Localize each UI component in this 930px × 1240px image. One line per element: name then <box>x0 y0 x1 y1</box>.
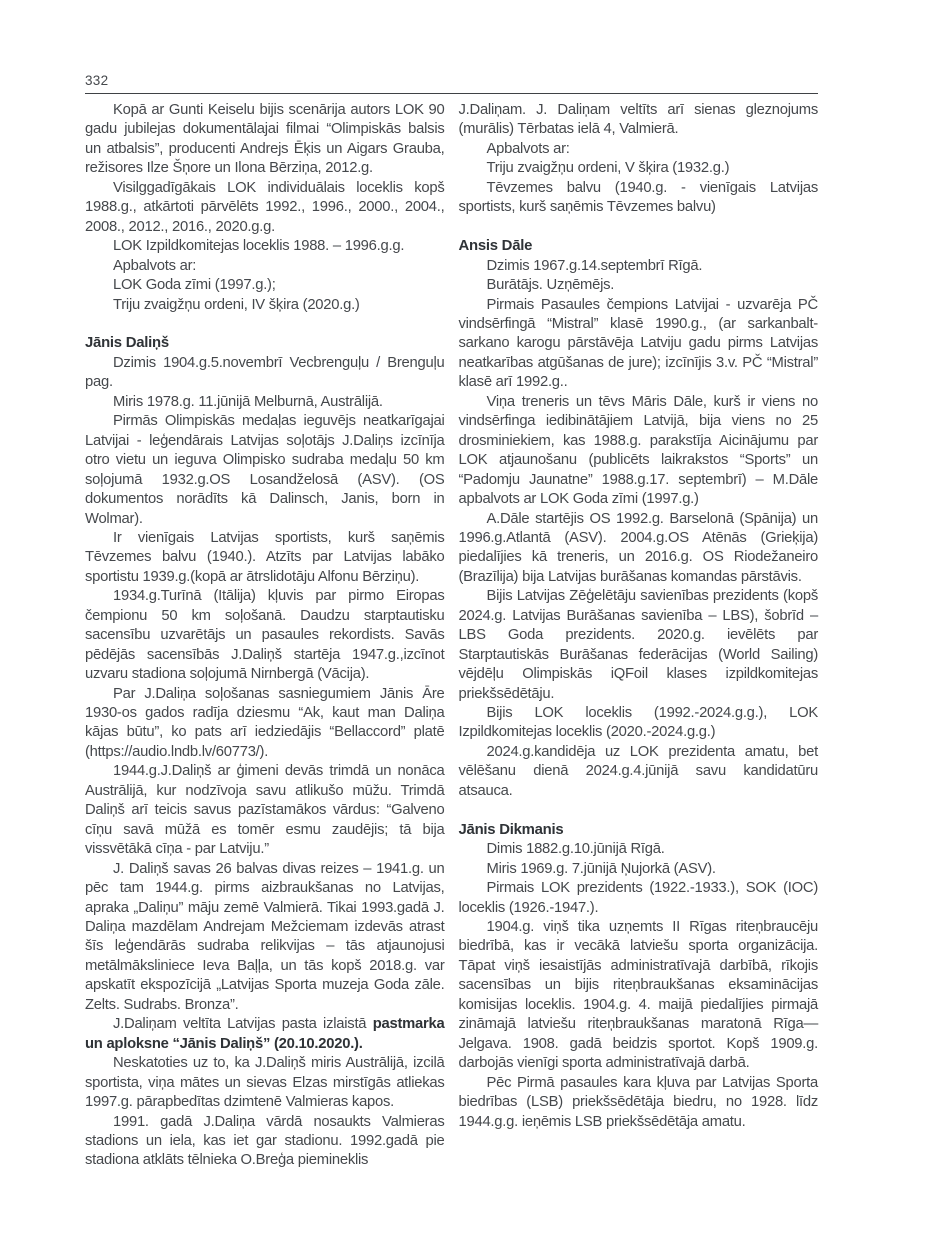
page-number: 332 <box>85 73 109 88</box>
header-rule <box>85 93 818 94</box>
text-run: J.Daliņam. J. Daliņam veltīts arī sienas gleznojums (murālis) Tērbatas ielā 4, Valmierā. <box>458 102 818 138</box>
paragraph <box>459 159 819 178</box>
paragraph <box>85 257 445 276</box>
text-run: Bijis LOK loceklis (1992.-2024.g.g.), LOK Izpildkomitejas loceklis (2020.-2024.g.g.) <box>458 705 818 741</box>
text-run: J. Daliņš savas 26 balvas divas reizes – 1941.g. un pēc tam 1944.g. pirms aizbraukšanas no Latvijas, apraka „Daliņu” māju zemē Valmierā. Tikai 1993.gadā J. Daliņa mazdēlam Andrejam Mežciemam izdevās atrast šīs leģendārās sudraba relikvijas – tās atjaunojusi metālmāksliniece Ieva Baļļa, un tās kopš 2018.g. var apskatīt ekspozīcijā „Latvijas Sporta muzeja Goda zāle. Zelts. Sudrabs. Bronza”. <box>85 860 445 1013</box>
text-run: Apbalvots ar: <box>113 257 197 274</box>
text-run: Ansis Dāle <box>458 238 533 255</box>
text-run: Triju zvaigžņu ordeni, V šķira (1932.g.) <box>486 160 730 177</box>
paragraph <box>85 237 445 256</box>
text-run: 1944.g.J.Daliņš ar ģimeni devās trimdā un nonāca Austrālijā, kur nodzīvoja savu atlikušo mūžu. Trimdā Daliņš arī teicis savus pazīstamākos vārdus: “Galveno cīņu savā mūžā es tomēr esmu zaudējis; tā bija vissvētākā cīņa - par Latviju.” <box>85 763 445 858</box>
text-run: 2024.g.kandidēja uz LOK prezidenta amatu, bet vēlēšanu dienā 2024.g.4.jūnijā savu kandidatūru atsauca. <box>458 743 818 799</box>
text-run: Dzimis 1904.g.5.novembrī Vecbrenguļu / Brenguļu pag. <box>85 354 445 391</box>
text-run: Miris 1978.g. 11.jūnijā Melburnā, Austrālijā. <box>113 393 383 410</box>
text-run: Jānis Dikmanis <box>458 821 564 838</box>
text-run: Dzimis 1967.g.14.septembrī Rīgā. <box>486 257 703 274</box>
text-run: Tēvzemes balvu (1940.g. - vienīgais Latvijas sportists, kurš saņēmis Tēvzemes balvu) <box>458 179 818 216</box>
book-page <box>85 0 818 1171</box>
text-run: Pēc Pirmā pasaules kara kļuva par Latvijas Sporta biedrības (LSB) priekšsēdētāja biedru, no 1928. līdz 1944.g.g. ieņēmis LSB priekšsēdētāja amatu. <box>458 1074 818 1130</box>
paragraph <box>85 1015 445 1054</box>
text-run: Par J.Daliņa soļošanas sasniegumiem Jānis Āre 1930-os gados radīja dziesmu “Ak, kaut man Daliņa kājas būtu”, ko pats arī iedziedājis “Bellaccord” platē (https://audio.lndb.lv/60773/). <box>85 685 445 760</box>
paragraph <box>85 685 445 763</box>
text-run: Bijis Latvijas Zēģelētāju savienības prezidents (kopš 2024.g. Latvijas Burāšanas savienība – LBS), šobrīd – LBS Goda prezidents. 2020.g. ievēlēts par Starptautiskās Burāšanas federācijas (World Sailing) vējdēļu Olimpiskās iQFoil klases izpildkomitejas priekšsēdētāju. <box>458 588 818 702</box>
paragraph <box>85 587 445 684</box>
paragraph <box>459 918 819 1074</box>
text-run: pastmarka un aploksne “Jānis Daliņš” (20.10.2020.). <box>85 1016 445 1052</box>
text-run: Burātājs. Uzņēmējs. <box>486 277 615 294</box>
text-run: Pirmais Pasaules čempions Latvijai - uzvarēja PČ vindsērfingā “Mistral” klasē 1990.g., (ar sarkanbalt-sarkano karogu pārstāvēja Latviju gadu pirms Latvijas neatkarības atgūšanas de jure); izcīnījis 3.v. PČ “Mistral” klasē arī 1992.g.. <box>458 296 818 391</box>
text-run: Neskatoties uz to, ka J.Daliņš miris Austrālijā, izcilā sportista, viņa mātes un sievas Elzas mirstīgās atliekas 1997.g. pārapbedītas dzimtenē Valmieras kapos. <box>85 1055 445 1111</box>
paragraph <box>459 840 819 859</box>
text-run: Miris 1969.g. 7.jūnijā Ņujorkā (ASV). <box>486 860 716 877</box>
text-run: Pirmais LOK prezidents (1922.-1933.), SOK (IOC) loceklis (1926.-1947.). <box>458 880 818 916</box>
column-left <box>85 101 445 1171</box>
paragraph <box>85 762 445 859</box>
paragraph <box>459 743 819 801</box>
paragraph <box>459 879 819 918</box>
paragraph <box>85 296 445 315</box>
text-run: Jānis Daliņš <box>85 335 169 352</box>
text-run: Ir vienīgais Latvijas sportists, kurš saņēmis Tēvzemes balvu (1940.). Atzīts par Latvijas labāko sportistu 1939.g.(kopā ar ātrslidotāju Alfonu Bērziņu). <box>85 529 445 585</box>
paragraph <box>459 860 819 879</box>
text-run: Apbalvots ar: <box>486 140 570 157</box>
section-heading <box>459 237 819 256</box>
paragraph <box>85 179 445 237</box>
text-run: Viņa treneris un tēvs Māris Dāle, kurš ir viens no vindsērfinga iedibinātājiem Latvijā, bija viens no 25 drosminiekiem, kas 1988.g. parakstīja Aicinājumu par LOK atjaunošanu (publicēts laikrakstos “Sports” un “Padomju Jaunatne” 1988.g.17. septembrī) – M.Dāle apbalvots ar LOK Goda zīmi (1997.g.) <box>458 393 818 508</box>
paragraph <box>459 510 819 588</box>
paragraph <box>85 1054 445 1112</box>
text-run: 1991. gadā J.Daliņa vārdā nosaukts Valmieras stadions un iela, kas iet gar stadionu. 1992.gadā pie stadiona atklāts tēlnieka O.Breģa piemineklis <box>85 1113 445 1169</box>
paragraph <box>85 101 445 179</box>
paragraph <box>85 393 445 412</box>
section-heading <box>85 334 445 353</box>
paragraph <box>85 276 445 295</box>
text-run: Kopā ar Gunti Keiselu bijis scenārija autors LOK 90 gadu jubilejas dokumentālajai filmai “Olimpiskās balsis un atbalsis”, producenti Andrejs Ēķis un Aigars Grauba, režisores Ilze Šņore un Ilona Bērziņa, 2012.g. <box>85 102 445 177</box>
paragraph <box>459 179 819 218</box>
paragraph <box>459 393 819 510</box>
column-right <box>459 101 819 1171</box>
text-run: LOK Izpildkomitejas loceklis 1988. – 1996.g.g. <box>113 238 405 255</box>
paragraph <box>85 529 445 587</box>
text-run: LOK Goda zīmi (1997.g.); <box>113 277 276 294</box>
text-run: Visilggadīgākais LOK individuālais loceklis kopš 1988.g., atkārtoti pārvēlēts 1992., 1996., 2000., 2004., 2008., 2012., 2016., 2020.g.g. <box>85 179 445 235</box>
paragraph <box>459 276 819 295</box>
text-run: Pirmās Olimpiskās medaļas ieguvējs neatkarīgajai Latvijai - leģendārais Latvijas soļotājs J.Daliņs izcīnīja otro vietu un ieguva Olimpisko sudraba medaļu 50 km soļojumā 1932.g.OS Losandželosā (ASV). (OS dokumentos norādīts kā Dalinsch, Janis, born in Wolmar). <box>85 413 445 527</box>
section-heading <box>459 821 819 840</box>
paragraph <box>459 101 819 140</box>
text-run: 1934.g.Turīnā (Itālija) kļuvis par pirmo Eiropas čempionu 50 km soļošanā. Daudzu starptautisku sacensību uzvarētājs un pasaules rekordists. Savās pēdējās sacensībās J.Daliņš startēja 1947.g.,izcīnot uzvaru stadiona soļojumā Nirnbergā (Vācija). <box>85 588 445 683</box>
paragraph <box>459 1074 819 1132</box>
paragraph <box>459 140 819 159</box>
paragraph <box>85 860 445 1016</box>
paragraph <box>459 296 819 393</box>
paragraph <box>459 257 819 276</box>
paragraph <box>85 354 445 393</box>
text-columns <box>85 101 818 1171</box>
text-run: Dimis 1882.g.10.jūnijā Rīgā. <box>486 841 665 858</box>
text-run: Triju zvaigžņu ordeni, IV šķira (2020.g.) <box>113 296 360 313</box>
paragraph <box>85 412 445 529</box>
paragraph <box>85 1113 445 1171</box>
text-run: 1904.g. viņš tika uzņemts II Rīgas riteņbraucēju biedrībā, kas ir vecākā latviešu sporta organizācija. Tāpat viņš iesaistījās administratīvajā darbībā, rīkojis sacensības un bijis riteņbraukšanas eksaminācijas komisijas loceklis. 1904.g. 4. maijā piedalījies pirmajā zināmajā latviešu riteņbraukšanas maratonā Rīga—Jelgava. 1908. gadā beidzis sportot. Kopš 1909.g. darbojās vienīgi sporta administratīvajā darbā. <box>458 919 818 1072</box>
paragraph <box>459 704 819 743</box>
text-run: A.Dāle startējis OS 1992.g. Barselonā (Spānija) un 1996.g.Atlantā (ASV). 2004.g.OS Atēnās (Grieķija) piedalījies kā treneris, un 2016.g. OS Riodežaneiro (Brazīlija) bija Latvijas burāšanas komandas pārstāvis. <box>458 510 818 585</box>
paragraph <box>459 587 819 704</box>
text-run: J.Daliņam veltīta Latvijas pasta izlaistā <box>113 1016 373 1033</box>
